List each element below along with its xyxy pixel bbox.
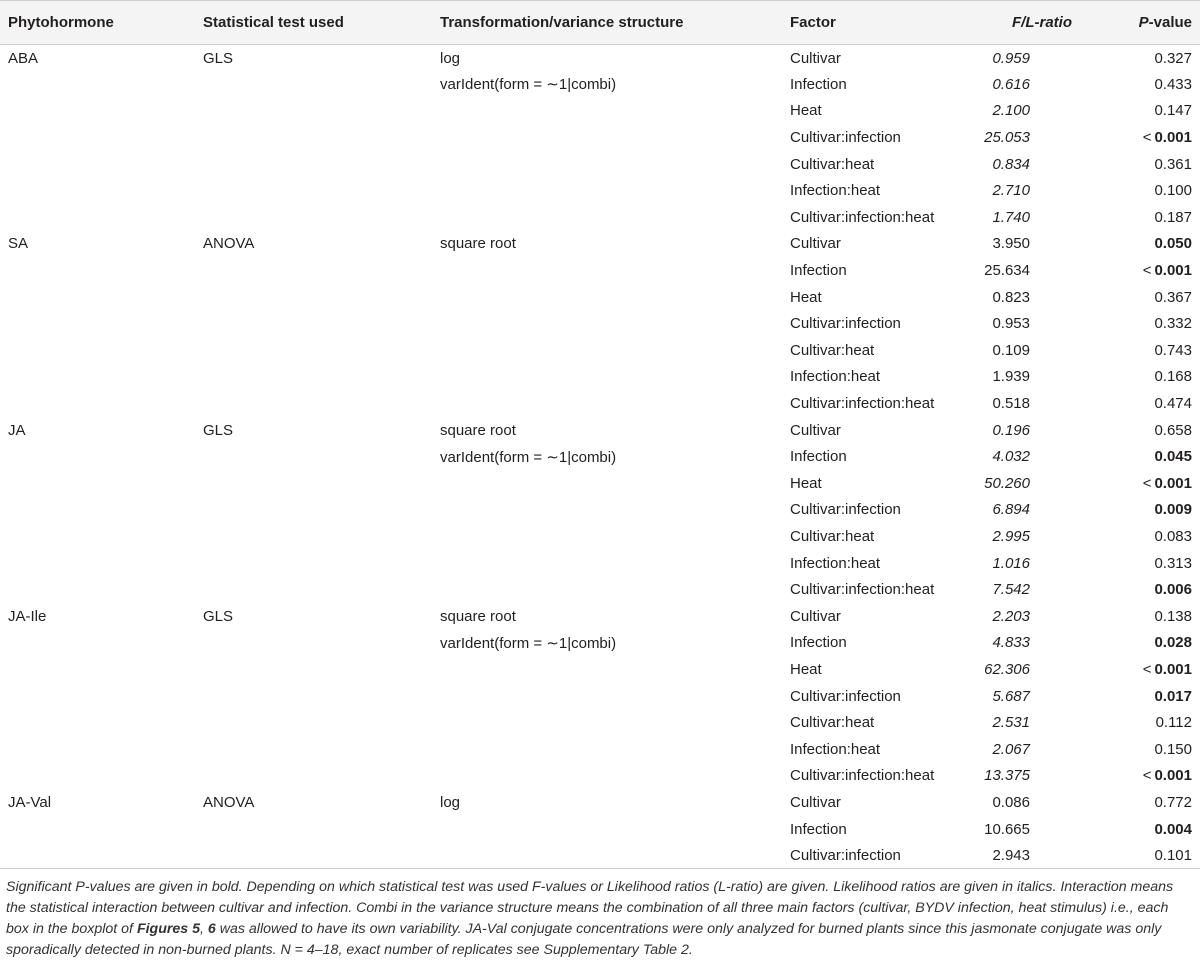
table-row <box>0 151 1200 178</box>
p-value-number: 0.050 <box>1154 235 1192 253</box>
table-header-row <box>0 1 1200 45</box>
cell-f-ratio: 2.100 <box>992 102 1030 120</box>
table-row <box>0 709 1200 736</box>
table-row <box>0 71 1200 98</box>
cell-phytohormone <box>0 364 195 391</box>
cell-factor: Heat <box>790 660 822 678</box>
cell-phytohormone <box>0 390 195 417</box>
cell-statistical-test <box>195 204 432 231</box>
cell-phytohormone <box>0 443 195 470</box>
cell-statistical-test <box>195 816 432 843</box>
cell-p-value <box>1094 417 1200 444</box>
cell-factor: Infection:heat <box>790 740 881 758</box>
cell-transformation <box>432 842 782 869</box>
cell-factor: Heat <box>790 288 822 306</box>
cell-f-ratio: 0.953 <box>992 315 1030 333</box>
cell-statistical-test <box>195 470 432 497</box>
p-value-number: 0.028 <box>1154 634 1192 652</box>
table-row <box>0 417 1200 444</box>
table-row <box>0 816 1200 843</box>
p-value-number: 0.045 <box>1154 448 1192 466</box>
cell-statistical-test <box>195 683 432 710</box>
cell-factor: Cultivar:infection <box>790 315 901 333</box>
cell-p-value <box>1094 337 1200 364</box>
cell-f-ratio: 7.542 <box>992 581 1030 599</box>
cell-p-value <box>1094 231 1200 258</box>
cell-transformation: varIdent(form = ∼1|combi) <box>440 448 617 466</box>
cell-factor: Cultivar <box>790 607 841 625</box>
header-statistical-test: Statistical test used <box>195 1 432 45</box>
cell-p-value <box>1094 736 1200 763</box>
cell-phytohormone: SA <box>8 235 29 253</box>
cell-factor: Infection <box>790 262 847 280</box>
cell-transformation <box>432 683 782 710</box>
cell-statistical-test <box>195 71 432 98</box>
cell-transformation <box>432 98 782 125</box>
cell-phytohormone <box>0 709 195 736</box>
cell-p-value <box>1094 842 1200 869</box>
cell-transformation <box>432 656 782 683</box>
cell-statistical-test <box>195 337 432 364</box>
cell-p-value <box>1094 630 1200 657</box>
cell-transformation: square root <box>440 607 516 625</box>
p-value-number: 0.361 <box>1154 155 1192 173</box>
cell-statistical-test <box>195 630 432 657</box>
footnote-figure-ref-b[interactable]: 6 <box>207 921 216 938</box>
cell-f-ratio: 2.710 <box>992 182 1030 200</box>
cell-f-ratio: 1.740 <box>992 208 1030 226</box>
cell-p-value <box>1094 709 1200 736</box>
cell-statistical-test <box>195 497 432 524</box>
cell-transformation: varIdent(form = ∼1|combi) <box>440 634 617 652</box>
footnote-text-1: Significant P-values are given in bold. Depending on which statistical test was used F-values or Likelihood ratios (L-ratio) are given. Likelihood ratios are given in italics. Interaction means the statistical interaction between cultivar and infection. Combi in the variance structure means the combination of all three main factors (cultivar, BYDV infection, heat stimulus) i.e., each box in the boxplot of <box>6 879 1174 938</box>
cell-factor: Infection <box>790 448 847 466</box>
cell-factor: Cultivar:infection:heat <box>790 767 935 785</box>
cell-transformation <box>432 284 782 311</box>
p-value-number: 0.150 <box>1154 740 1192 758</box>
cell-transformation: square root <box>440 235 516 253</box>
cell-factor: Infection <box>790 75 847 93</box>
p-value-number: 0.433 <box>1154 75 1192 93</box>
cell-statistical-test: ANOVA <box>203 793 255 811</box>
cell-f-ratio: 13.375 <box>984 767 1030 785</box>
p-value-number: 0.009 <box>1154 501 1192 519</box>
cell-p-value <box>1094 683 1200 710</box>
cell-f-ratio: 4.032 <box>992 448 1030 466</box>
p-value-number: 0.017 <box>1154 687 1192 705</box>
cell-f-ratio: 2.995 <box>992 527 1030 545</box>
cell-p-value <box>1094 98 1200 125</box>
cell-p-value <box>1094 550 1200 577</box>
cell-f-ratio: 0.959 <box>992 49 1030 67</box>
table-row <box>0 257 1200 284</box>
cell-transformation <box>432 364 782 391</box>
table-row <box>0 523 1200 550</box>
p-value-number: 0.474 <box>1154 395 1192 413</box>
cell-f-ratio: 4.833 <box>992 634 1030 652</box>
header-p-value <box>1094 1 1200 45</box>
p-value-number: 0.101 <box>1154 846 1192 864</box>
table-row <box>0 656 1200 683</box>
table-row <box>0 98 1200 125</box>
cell-p-value <box>1094 284 1200 311</box>
table-row <box>0 789 1200 816</box>
cell-f-ratio: 6.894 <box>992 501 1030 519</box>
cell-transformation <box>432 177 782 204</box>
cell-f-ratio: 3.950 <box>992 235 1030 253</box>
cell-f-ratio: 2.943 <box>970 842 1094 869</box>
cell-transformation <box>432 736 782 763</box>
table-row <box>0 497 1200 524</box>
cell-transformation <box>432 390 782 417</box>
cell-statistical-test: GLS <box>203 49 234 67</box>
p-value-number: 0.100 <box>1154 182 1192 200</box>
cell-phytohormone <box>0 257 195 284</box>
cell-factor: Cultivar:heat <box>790 155 875 173</box>
cell-phytohormone <box>0 576 195 603</box>
cell-f-ratio: 2.531 <box>992 714 1030 732</box>
table-row <box>0 550 1200 577</box>
p-value-number: 0.001 <box>1154 262 1192 280</box>
cell-statistical-test <box>195 842 432 869</box>
cell-phytohormone <box>0 816 195 843</box>
cell-factor: Heat <box>790 102 822 120</box>
table-row <box>0 45 1200 72</box>
cell-p-value <box>1094 45 1200 72</box>
p-value-number: 0.004 <box>1154 820 1192 838</box>
cell-phytohormone <box>0 284 195 311</box>
cell-f-ratio: 0.834 <box>992 155 1030 173</box>
cell-p-value <box>1094 151 1200 178</box>
cell-transformation <box>432 816 782 843</box>
cell-statistical-test <box>195 98 432 125</box>
cell-phytohormone <box>0 842 195 869</box>
less-than-sign: < <box>1142 474 1152 492</box>
cell-factor: Cultivar:infection:heat <box>790 581 935 599</box>
p-value-number: 0.168 <box>1154 368 1192 386</box>
p-value-number: 0.006 <box>1154 581 1192 599</box>
cell-p-value <box>1094 443 1200 470</box>
p-value-number: 0.332 <box>1154 315 1192 333</box>
cell-transformation <box>432 204 782 231</box>
cell-statistical-test <box>195 364 432 391</box>
cell-statistical-test <box>195 177 432 204</box>
cell-f-ratio: 0.823 <box>992 288 1030 306</box>
cell-phytohormone <box>0 763 195 790</box>
p-value-number: 0.112 <box>1155 714 1192 732</box>
p-value-number: 0.187 <box>1154 208 1192 226</box>
cell-factor: Cultivar <box>790 793 841 811</box>
header-factor: Factor <box>782 1 970 45</box>
cell-f-ratio: 1.016 <box>992 554 1030 572</box>
table-row <box>0 231 1200 258</box>
cell-transformation: log <box>440 793 461 811</box>
cell-f-ratio: 0.109 <box>992 341 1030 359</box>
header-f-ratio: F/L-ratio <box>970 1 1094 45</box>
cell-factor: Cultivar:heat <box>790 341 875 359</box>
cell-factor: Heat <box>790 474 822 492</box>
cell-p-value <box>1094 763 1200 790</box>
cell-transformation <box>432 337 782 364</box>
table-row <box>0 736 1200 763</box>
footnote-text-2: was allowed to have its own variability. JA-Val conjugate concentrations were only analyzed for burned plants since this jasmonate conjugate was only sporadically detected in non-burned plants. N = 4–18, exact number of replicates see Supplementary Table 2. <box>6 921 1162 959</box>
cell-transformation: square root <box>440 421 516 439</box>
cell-p-value <box>1094 390 1200 417</box>
cell-transformation <box>432 497 782 524</box>
cell-phytohormone <box>0 683 195 710</box>
table-row <box>0 364 1200 391</box>
cell-phytohormone <box>0 124 195 151</box>
cell-phytohormone <box>0 337 195 364</box>
table-row <box>0 177 1200 204</box>
cell-f-ratio: 2.203 <box>992 607 1030 625</box>
cell-factor: Cultivar:infection:heat <box>790 208 935 226</box>
less-than-sign: < <box>1142 767 1152 785</box>
cell-p-value <box>1094 789 1200 816</box>
cell-statistical-test <box>195 576 432 603</box>
cell-transformation: varIdent(form = ∼1|combi) <box>440 76 617 94</box>
cell-p-value <box>1094 364 1200 391</box>
table-row <box>0 124 1200 151</box>
cell-f-ratio: 1.939 <box>992 368 1030 386</box>
cell-factor: Cultivar:infection <box>790 687 901 705</box>
p-value-number: 0.138 <box>1154 607 1192 625</box>
cell-phytohormone <box>0 470 195 497</box>
p-value-number: 0.772 <box>1154 793 1192 811</box>
cell-phytohormone <box>0 630 195 657</box>
cell-transformation <box>432 257 782 284</box>
table-row <box>0 603 1200 630</box>
cell-factor: Cultivar <box>790 421 841 439</box>
p-value-number: 0.083 <box>1154 527 1192 545</box>
cell-p-value <box>1094 257 1200 284</box>
cell-f-ratio: 0.616 <box>992 75 1030 93</box>
cell-phytohormone <box>0 177 195 204</box>
p-value-number: 0.001 <box>1154 474 1192 492</box>
cell-f-ratio: 62.306 <box>984 660 1030 678</box>
cell-factor: Cultivar <box>790 235 841 253</box>
cell-statistical-test <box>195 124 432 151</box>
cell-factor: Infection:heat <box>790 368 881 386</box>
cell-factor: Cultivar:heat <box>790 714 875 732</box>
cell-factor: Cultivar:infection <box>790 501 901 519</box>
cell-factor: Cultivar:infection <box>790 129 901 147</box>
cell-phytohormone <box>0 550 195 577</box>
cell-f-ratio: 10.665 <box>984 820 1030 838</box>
cell-factor: Infection:heat <box>790 182 881 200</box>
cell-statistical-test <box>195 257 432 284</box>
table-row <box>0 630 1200 657</box>
table-row <box>0 284 1200 311</box>
cell-statistical-test <box>195 390 432 417</box>
cell-factor: Infection <box>790 634 847 652</box>
table-row <box>0 443 1200 470</box>
cell-p-value <box>1094 71 1200 98</box>
table-row <box>0 310 1200 337</box>
p-value-number: 0.001 <box>1154 660 1192 678</box>
less-than-sign: < <box>1142 660 1152 678</box>
table-row <box>0 390 1200 417</box>
p-value-number: 0.313 <box>1154 554 1192 572</box>
cell-factor: Infection <box>790 820 847 838</box>
table-footnote <box>0 869 1200 961</box>
cell-transformation <box>432 709 782 736</box>
cell-f-ratio: 25.634 <box>984 262 1030 280</box>
cell-statistical-test <box>195 443 432 470</box>
less-than-sign: < <box>1142 262 1152 280</box>
cell-transformation <box>432 523 782 550</box>
footnote-figure-ref-a[interactable]: Figures 5 <box>136 921 201 938</box>
cell-p-value <box>1094 310 1200 337</box>
cell-phytohormone <box>0 310 195 337</box>
cell-statistical-test <box>195 284 432 311</box>
cell-transformation <box>432 470 782 497</box>
cell-f-ratio: 0.196 <box>992 421 1030 439</box>
cell-phytohormone: ABA <box>8 49 39 67</box>
cell-phytohormone <box>0 736 195 763</box>
cell-f-ratio: 0.086 <box>992 793 1030 811</box>
cell-p-value <box>1094 656 1200 683</box>
table-row <box>0 763 1200 790</box>
cell-statistical-test <box>195 151 432 178</box>
table-row <box>0 337 1200 364</box>
cell-transformation <box>432 550 782 577</box>
cell-statistical-test <box>195 310 432 337</box>
header-p-letter: P <box>1138 14 1149 31</box>
footnote-separator: , <box>200 921 208 938</box>
cell-statistical-test <box>195 656 432 683</box>
p-value-number: 0.743 <box>1154 341 1192 359</box>
cell-phytohormone <box>0 151 195 178</box>
cell-f-ratio: 5.687 <box>992 687 1030 705</box>
cell-factor: Cultivar:infection:heat <box>790 395 935 413</box>
header-transformation: Transformation/variance structure <box>432 1 782 45</box>
table-body <box>0 45 1200 869</box>
cell-phytohormone: JA-Val <box>8 793 52 811</box>
cell-transformation <box>432 763 782 790</box>
p-value-number: 0.367 <box>1154 288 1192 306</box>
cell-f-ratio: 0.518 <box>992 395 1030 413</box>
cell-phytohormone: JA-Ile <box>8 607 47 625</box>
cell-transformation <box>432 310 782 337</box>
cell-factor: Infection:heat <box>790 554 881 572</box>
cell-statistical-test <box>195 523 432 550</box>
cell-phytohormone <box>0 523 195 550</box>
p-value-number: 0.147 <box>1154 102 1192 120</box>
cell-phytohormone <box>0 98 195 125</box>
header-p-rest: -value <box>1148 14 1192 31</box>
cell-phytohormone: JA <box>8 421 26 439</box>
cell-p-value <box>1094 497 1200 524</box>
cell-statistical-test: ANOVA <box>203 235 255 253</box>
less-than-sign: < <box>1142 129 1152 147</box>
cell-transformation <box>432 576 782 603</box>
cell-statistical-test <box>195 736 432 763</box>
cell-p-value <box>1094 816 1200 843</box>
p-value-number: 0.001 <box>1154 767 1192 785</box>
table-row <box>0 683 1200 710</box>
cell-p-value <box>1094 603 1200 630</box>
table-row <box>0 576 1200 603</box>
cell-f-ratio: 2.067 <box>992 740 1030 758</box>
cell-factor: Cultivar:heat <box>790 527 875 545</box>
cell-statistical-test: GLS <box>203 607 234 625</box>
cell-factor: Cultivar:infection <box>782 842 970 869</box>
cell-statistical-test <box>195 550 432 577</box>
cell-transformation <box>432 151 782 178</box>
table-row <box>0 842 1200 869</box>
cell-phytohormone <box>0 71 195 98</box>
p-value-number: 0.001 <box>1154 129 1192 147</box>
header-phytohormone: Phytohormone <box>0 1 195 45</box>
cell-p-value <box>1094 204 1200 231</box>
cell-statistical-test <box>195 709 432 736</box>
cell-f-ratio: 25.053 <box>984 129 1030 147</box>
table-row <box>0 204 1200 231</box>
table-row <box>0 470 1200 497</box>
cell-transformation <box>432 124 782 151</box>
cell-p-value <box>1094 576 1200 603</box>
cell-phytohormone <box>0 204 195 231</box>
cell-p-value <box>1094 177 1200 204</box>
cell-p-value <box>1094 470 1200 497</box>
cell-f-ratio: 50.260 <box>984 474 1030 492</box>
cell-phytohormone <box>0 497 195 524</box>
cell-p-value <box>1094 124 1200 151</box>
p-value-number: 0.327 <box>1154 49 1192 67</box>
cell-phytohormone <box>0 656 195 683</box>
cell-statistical-test <box>195 763 432 790</box>
cell-factor: Cultivar <box>790 49 841 67</box>
p-value-number: 0.658 <box>1154 421 1192 439</box>
cell-p-value <box>1094 523 1200 550</box>
cell-transformation: log <box>440 49 461 67</box>
cell-statistical-test: GLS <box>203 421 234 439</box>
